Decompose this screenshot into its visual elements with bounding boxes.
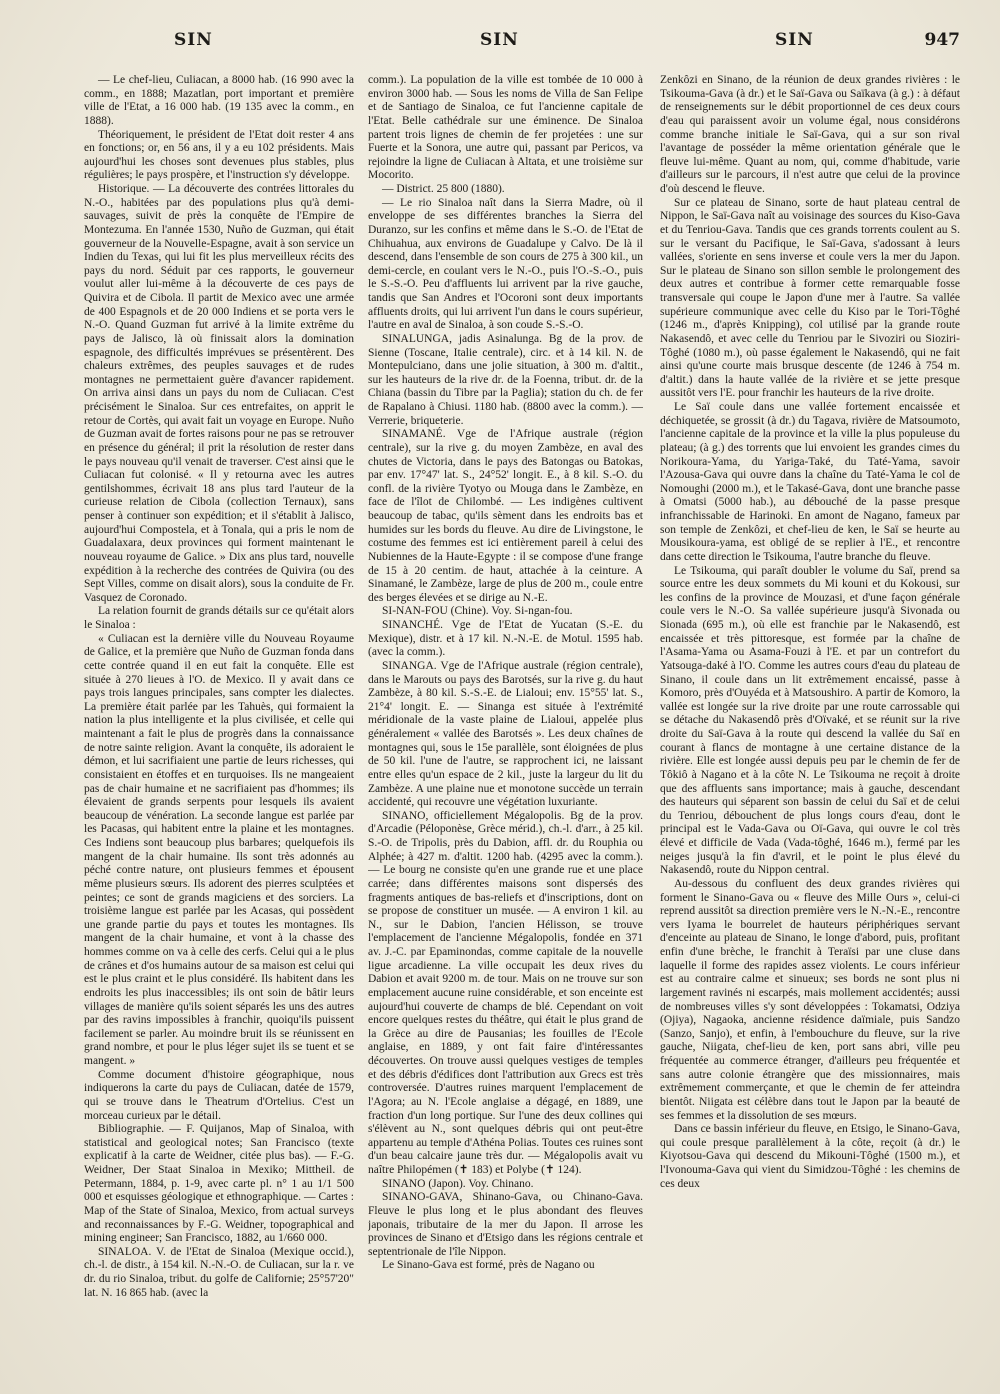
paragraph: SINAMANÉ. Vge de l'Afrique australe (région centrale), sur la rive g. du moyen Zambèze, en aval des chutes de Victoria, dans le pays des Batongas ou Batokas, par env. 17°47' lat. S., 24°52' longit. E., à 8 kil. S.-O. du confl. de la rivière Tyotyo ou Mouga dans le Zambèze, en face de l'îlot de Chilombé. — Les indigènes cultivent beaucoup de tabac, qu'ils sèment dans les endroits bas et humides sur les bords du fleuve. Au dire de Livingstone, le costume des femmes est ici entièrement pareil à celui des Nubiennes de la Haute-Egypte : il se compose d'une frange de 15 à 20 centim. de haut, attachée à la ceinture. A Sinamané, le Zambèze, large de plus de 200 m., coule entre des berges élevées et se dirige au N.-E. bbox=[368, 428, 643, 604]
paragraph: Historique. — La découverte des contrées littorales du N.-O., habitées par des populations plus qu'à demi-sauvages, suivit de près la conquête de l'Empire de Montezuma. En l'année 1530, Nuño de Guzman, qui était gouverneur de la Nouvelle-Espagne, avait à son service un Indien du Texas, qui lui fit les plus merveilleux récits des pays du nord. Séduit par ces rapports, le gouverneur voulut aller lui-même à la découverte de ces pays de Quivira et de Cibola. Il partit de Mexico avec une armée de 400 Espagnols et de 20 000 Indiens et se porta vers le N.-O. Quand Guzman fut arrivé à la limite extrême du pays de Jalisco, là où finissait alors la domination espagnole, des difficultés imprévues se présentèrent. Des chaleurs extrêmes, des peuples sauvages et de rudes montagnes ne permettaient guère d'avancer rapidement. On arriva ainsi dans un pays du nom de Culiacan. C'est précisément le Sinaloa. Sur ces entrefaites, on apprit le retour de Cortès, qui avait fait un voyage en Europe. Nuño de Guzman avait de fortes raisons pour ne pas se retrouver en présence du général; il prit la résolution de rester dans le pays nouveau qu'il venait de traverser. C'est ainsi que le Culiacan fut colonisé. « Il y retourna avec les autres gentilshommes, écrivait 18 ans plus tard l'auteur de la curieuse relation de Cibola (collection Ternaux), sans penser à continuer son expédition; et il s'établit à Jalisco, aujourd'hui Compostela, et à Tonala, qui a pris le nom de Guadalaxara, deux provinces qui forment maintenant le nouveau royaume de Galice. » Dix ans plus tard, nouvelle expédition à la recherche des contrées de Quivira (ou des Sept Villes, comme on disait alors), sous la conduite de Fr. Vasquez de Coronado. bbox=[84, 183, 354, 604]
paragraph: Le Tsikouma, qui paraît doubler le volume du Saï, prend sa source entre les deux sommets du Mi kouni et du Kokousi, sur les confins de la province de Mouzasi, et d'une façon générale coule vers le N.-O. Sa vallée supérieure jusqu'à Sivonada ou Sionada (695 m.), où elle est franchie par le Nakasendô, est encaissée et très pittoresque, est formée par la chaîne de l'Asama-Yama ou Asama-Fouzi à l'E. et par un contrefort du Yatsouga-daké à l'O. Comme les autres cours d'eau du plateau de Sinano, il coule dans un lit extrêmement encaissé, passe à Komoro, près d'Ouyéda et à Matsoushiro. A partir de Komoro, la vallée est longée sur la rive droite par une route carrossable qui se détache du Nakasendô près d'Oïvaké, et se réunit sur la rive droite du Saï-Gava à la route qui descend la vallée du Saï en courant à flancs de montagne à une certaine distance de la rivière. Elle est longée aussi depuis peu par le chemin de fer de Tôkiô à Nagano et à la côte N. Le Tsikouma ne reçoit à droite que des affluents sans importance; mais à gauche, descendant des hauteurs qui séparent son bassin de celui du Saï et de celui du Tenriou, débouchent de plus longs cours d'eau, dont le principal est le Vada-Gava ou Oï-Gava, qui ouvre le col très élevé et difficile de Vada (Vada-tôghé, 1646 m.), fermé par les neiges jusqu'à la fin d'avril, et le point le plus élevé du Nakasendô, route du Nippon central. bbox=[660, 564, 960, 877]
paragraph: Sur ce plateau de Sinano, sorte de haut plateau central de Nippon, le Saï-Gava naît au voisinage des sources du Kiso-Gava et du Tenriou-Gava. Tandis que ces grands torrents coulent au S. sur le versant du Pacifique, le Saï-Gava, s'adossant à leurs vallées, s'oriente en sens inverse et coule vers la mer du Japon. Sur le plateau de Sinano son sillon semble le prolongement des deux autres et contribue à former cette remarquable fosse transversale qui coupe le Japon d'une mer à l'autre. Sa vallée supérieure communique avec celle du Kiso par le Tori-Tôghé (1246 m., d'après Knipping), col utilisé par la grande route Nakasendô, et avec celle du Tenriou par le Sivoziri ou Sioziri-Tôghé (1080 m.), où passe également le Nakasendô, qui ne fait ainsi qu'une courte mais brusque descente (de 1246 à 754 m. d'altit.) dans la haute vallée de la rivière et se jette presque aussitôt vers l'E. pour franchir les hauteurs de la rive droite. bbox=[660, 196, 960, 400]
running-head-middle: SIN bbox=[480, 30, 519, 50]
paragraph: — Le rio Sinaloa naît dans la Sierra Madre, où il enveloppe de ses différentes branches la Sierra del Duranzo, sur les confins et même dans le S.-O. de l'Etat de Chihuahua, aux environs de Guadalupe y Calvo. De là il descend, dans l'ensemble de son cours de 275 à 300 kil., un demi-cercle, en coulant vers le N.-O., puis l'O.-S.-O., puis le S.-S.-O. Peu d'affluents lui arrivent par la rive gauche, tandis que San Andres et l'Ocoroni sont deux importants affluents droits, qui lui arrivent l'un dans le cours supérieur, l'autre en aval de Sinaloa, à son coude S.-S.-O. bbox=[368, 196, 643, 332]
paragraph: Zenkôzi en Sinano, de la réunion de deux grandes rivières : le Tsikouma-Gava (à dr.) et le Saï-Gava ou Saïkava (à g.) : à défaut de renseignements sur le débit proportionnel de ces deux cours d'eau qui paraissent avoir un volume égal, nous considérons comme branche initiale le Saï-Gava, qui a sur son rival l'avantage de posséder la même orientation générale que le fleuve lui-même. Quant au nom, qui, comme d'habitude, varie d'ailleurs sur le parcours, il n'est autre que celui de la province d'où descend le fleuve. bbox=[660, 74, 960, 195]
paragraph: « Culiacan est la dernière ville du Nouveau Royaume de Galice, et la première que Nuño de Guzman fonda dans cette contrée quand il en eut fait la conquête. Elle est située à 270 lieues à l'O. de Mexico. Il y avait dans ce pays trois langues principales, sans compter les dialectes. La première était parlée par les Tahuès, qui formaient la nation la plus intelligente et la plus civilisée, et celle qui maintenant a fait le plus de progrès dans la connaissance de notre sainte religion. Avant la conquête, ils adoraient le démon, et lui sacrifiaient une partie de leurs richesses, qui consistaient en étoffes et en turquoises. Ils ne mangeaient pas de chair humaine et ne sacrifiaient pas d'hommes; ils élevaient de grands serpents pour lesquels ils avaient beaucoup de vénération. La seconde langue est parlée par les Pacasas, qui habitent entre la plaine et les montagnes. Ces Indiens sont beaucoup plus barbares; quelquefois ils mangent de la chair humaine. Ils sont très adonnés au péché contre nature, ont plusieurs femmes et épousent même plusieurs sœurs. Ils adorent des pierres sculptées et peintes; ce sont de grands magiciens et des sorciers. La troisième langue est parlée par les Acasas, qui possèdent une grande partie du pays et toutes les montagnes. Ils mangent de la chair humaine, et vont à la chasse des hommes comme on va à celle des cerfs. Celui qui a le plus de crânes et d'os humains autour de sa maison est celui qui est le plus craint et le plus considéré. Ils habitent dans les endroits les plus inaccessibles; ils ont soin de bâtir leurs villages de manière qu'ils soient séparés les uns des autres par des ravins impossibles à franchir, quoiqu'ils puissent facilement se parler. Au moindre bruit ils se réunissent en grand nombre, et pour le plus léger sujet ils se tuent et se mangent. » bbox=[84, 632, 354, 1067]
paragraph: — District. 25 800 (1880). bbox=[382, 183, 505, 195]
paragraph: Dans ce bassin inférieur du fleuve, en Etsigo, le Sinano-Gava, qui coule presque parallèlement à la côte, reçoit (à dr.) le Kiyotsou-Gava qui descend du Mikouni-Tôghé (1500 m.), et l'Ivonouma-Gava qui vient du Simidzou-Tôghé : les chemins de ces deux bbox=[660, 1123, 960, 1190]
running-head-right: SIN bbox=[775, 30, 814, 50]
paragraph: SINANCHÉ. Vge de l'Etat de Yucatan (S.-E. du Mexique), distr. et à 17 kil. N.-N.-E. de Motul. 1595 hab. (avec la comm.). bbox=[368, 619, 643, 659]
paragraph: SINANGA. Vge de l'Afrique australe (région centrale), dans le Marouts ou pays des Barotsés, sur la rive g. du haut Zambèze, à 80 kil. S.-S.-E. de Lialoui; env. 15°55' lat. S., 21°4' longit. E. — Sinanga est située à l'extrémité méridionale de la vaste plaine de Lialoui, appelée plus généralement « vallée des Barotsés ». Les deux chaînes de montagnes qui, sous le 15e parallèle, sont éloignées de plus de 50 kil. l'une de l'autre, se rapprochent ici, ne laissant entre elles qu'un espace de 2 kil., juste la largeur du lit du Zambèze. A une plaine nue et monotone succède un terrain accidenté, qui recouvre une végétation luxuriante. bbox=[368, 659, 643, 809]
paragraph: SINANO (Japon). Voy. Chinano. bbox=[382, 1177, 534, 1190]
paragraph: SINALUNGA, jadis Asinalunga. Bg de la prov. de Sienne (Toscane, Italie centrale), circ. et à 14 kil. N. de Montepulciano, dans une jolie situation, à 300 m. d'altit., sur les hauteurs de la rive dr. de la Foenna, tribut. dr. de la Chiana (bassin du Tibre par la Paglia); station du ch. de fer de Rapalano à Chiusi. 1180 hab. (8800 avec la comm.). — Verrerie, briqueterie. bbox=[368, 332, 643, 427]
paragraph: SI-NAN-FOU (Chine). Voy. Si-ngan-fou. bbox=[382, 605, 573, 618]
paragraph: Bibliographie. — F. Quijanos, Map of Sinaloa, with statistical and geological notes; San Francisco (texte explicatif à la carte de Weidner, citée plus bas). — F.-G. Weidner, Der Staat Sinaloa in Mexiko; Mittheil. de Petermann, 1884, p. 1-9, avec carte pl. n° 1 au 1/1 500 000 et esquisses géologique et ethnographique. — Cartes : Map of the State of Sinaloa, Mexico, from actual surveys and reconnaissances by F.-G. Weidner, topographical and mining engineer; San Francisco, 1882, au 1/660 000. bbox=[84, 1123, 354, 1245]
text-column-1 bbox=[84, 74, 354, 1382]
paragraph: SINANO, officiellement Mégalopolis. Bg de la prov. d'Arcadie (Péloponèse, Grèce mérid.), ch.-l. d'arr., à 25 kil. S.-O. de Tripolis, près du Dabion, affl. dr. du Rouphia ou Alphée; à 427 m. d'altit. 1200 hab. (4295 avec la comm.). — Le bourg ne consiste qu'en une grande rue et une place carrée; dans différentes maisons sont dispersés des fragments antiques de bas-reliefs et d'inscriptions, dont on se propose de constituer un musée. — A environ 1 kil. au N., sur le Dabion, l'ancien Hélisson, se trouve l'emplacement de l'ancienne Mégalopolis, fondée en 371 av. J.-C. par Epaminondas, comme capitale de la nouvelle ligue arcadienne. La ville occupait les deux rives du Dabion et avait 9200 m. de tour. Mais on ne trouve sur son emplacement aucune ruine considérable, et son enceinte est aujourd'hui couverte de champs de blé. Cependant on voit encore quelques restes du théâtre, qui était le plus grand de la Grèce au dire de Pausanias; les fouilles de l'Ecole anglaise, en 1889, y ont fait faire d'intéressantes découvertes. On trouve aussi quelques vestiges de temples et des débris d'édifices dont l'attribution aux Grecs est très controversée. D'autres ruines marquent l'emplacement de l'Agora; au N. l'Ecole anglaise a dégagé, en 1889, une fraction d'un long portique. Sur l'une des deux collines qui s'élèvent au N., sont quelques débris qui ont peut-être appartenu au temple d'Athéna Polias. Toutes ces ruines sont d'un beau calcaire jaune très dur. — Mégalopolis avait vu naître Philopémen (✝ 183) et Polybe (✝ 124). bbox=[368, 809, 643, 1176]
paragraph: SINANO-GAVA, Shinano-Gava, ou Chinano-Gava. Fleuve le plus long et le plus abondant des fleuves japonais, tributaire de la mer du Japon. Il arrose les provinces de Sinano et d'Etsigo dans les régions centrale et septentrionale de l'île Nippon. bbox=[368, 1191, 643, 1258]
running-head-left: SIN bbox=[174, 30, 213, 50]
paragraph: Le Sinano-Gava est formé, près de Nagano ou bbox=[382, 1259, 595, 1272]
paragraph: Théoriquement, le président de l'Etat doit rester 4 ans en fonctions; or, en 56 ans, il y a eu 102 présidents. Mais aujourd'hui les choses sont devenues plus stables, plus régulières; le pays prospère, et l'instruction s'y développe. bbox=[84, 128, 354, 182]
paragraph: Comme document d'histoire géographique, nous indiquerons la carte du pays de Culiacan, datée de 1579, qui se trouve dans le Theatrum d'Ortelius. C'est un morceau curieux par le détail. bbox=[84, 1068, 354, 1122]
page-header bbox=[70, 30, 960, 62]
page-number: 947 bbox=[924, 30, 960, 50]
text-column-3 bbox=[660, 74, 960, 1382]
paragraph: La relation fournit de grands détails sur ce qu'était alors le Sinaloa : bbox=[84, 605, 354, 631]
paragraph: — Le chef-lieu, Culiacan, a 8000 hab. (16 990 avec la comm., en 1888; Mazatlan, port important et première ville de l'Etat, a 16 000 hab. (19 135 avec la comm., en 1888). bbox=[84, 74, 354, 127]
paragraph: comm.). La population de la ville est tombée de 10 000 à environ 3000 hab. — Sous les noms de Villa de San Felipe et de Santiago de Sinaloa, ce fut l'ancienne capitale de l'Etat. Belle cathédrale sur une éminence. De Sinaloa partent trois lignes de chemin de fer projetées : une sur Fuerte et la Sonora, une autre qui, passant par Pericos, va rejoindre la ligne de Culiacan à Altata, et une troisième sur Mocorito. bbox=[368, 74, 643, 182]
paragraph: SINALOA. V. de l'Etat de Sinaloa (Mexique occid.), ch.-l. de distr., à 154 kil. N.-N.-O. de Culiacan, sur la r. ve dr. du rio Sinaloa, tribut. du golfe de Californie; 25°57'20" lat. N. 16 865 hab. (avec la bbox=[84, 1245, 354, 1299]
paragraph: Le Saï coule dans une vallée fortement encaissée et déchiquetée, se grossit (à dr.) du Tagava, rivière de Matsoumoto, l'ancienne capitale de la province et la ville la plus populeuse du plateau; (à g.) des torrents que lui envoient les grandes cimes du Norikoura-Yama, du Yariga-Také, du Taté-Yama, savoir l'Azousa-Gava qui ouvre dans la chaîne du Taté-Yama le col de Nomoughi (2000 m.), et le Takasé-Gava, dont une branche passe à Omatsi (5000 hab.), au débouché de la passe presque infranchissable de Harinoki. En amont de Nagano, fameux par son temple de Zenkôzi, et chef-lieu de ken, le Saï se heurte au Mousikoura-yama, est obligé de se replier à l'E., et rencontre dans cette direction le Tsikouma, l'autre branche du fleuve. bbox=[660, 401, 960, 563]
text-column-2 bbox=[368, 74, 643, 1382]
paragraph: Au-dessous du confluent des deux grandes rivières qui forment le Sinano-Gava ou « fleuve des Mille Ours », celui-ci reprend aussitôt sa direction première vers le N.-N.-E., rencontre vers Iyama le bourrelet de hauteurs périphériques servant d'enceinte au plateau de Sinano, le longe d'abord, puis, profitant enfin d'une brèche, le franchit à Teraïsi par une cluse dans laquelle il forme des rapides assez violents. Le cours inférieur est au contraire calme et sinueux; ses bords ne sont plus ni largement ravinés ni escarpés, mais mollement accidentés; aussi de nombreuses villes s'y sont développées : Tokamatsi, Odziya (Ojiya), Nagaoka, ancienne résidence daïmiale, puis Sandzo (Sanzo, Sanjo), et enfin, à l'embouchure du fleuve, sur la rive gauche, Niigata, chef-lieu de ken, port sans abri, ville peu fréquentée au commerce étranger, d'ailleurs peu fréquentée et sans autre colonie étrangère que des missionnaires, mais extrêmement commerçante, et que le chemin de fer atteindra bientôt. Niigata est célèbre dans tout le Japon par la beauté de ses femmes et la dissolution de ses mœurs. bbox=[660, 877, 960, 1122]
